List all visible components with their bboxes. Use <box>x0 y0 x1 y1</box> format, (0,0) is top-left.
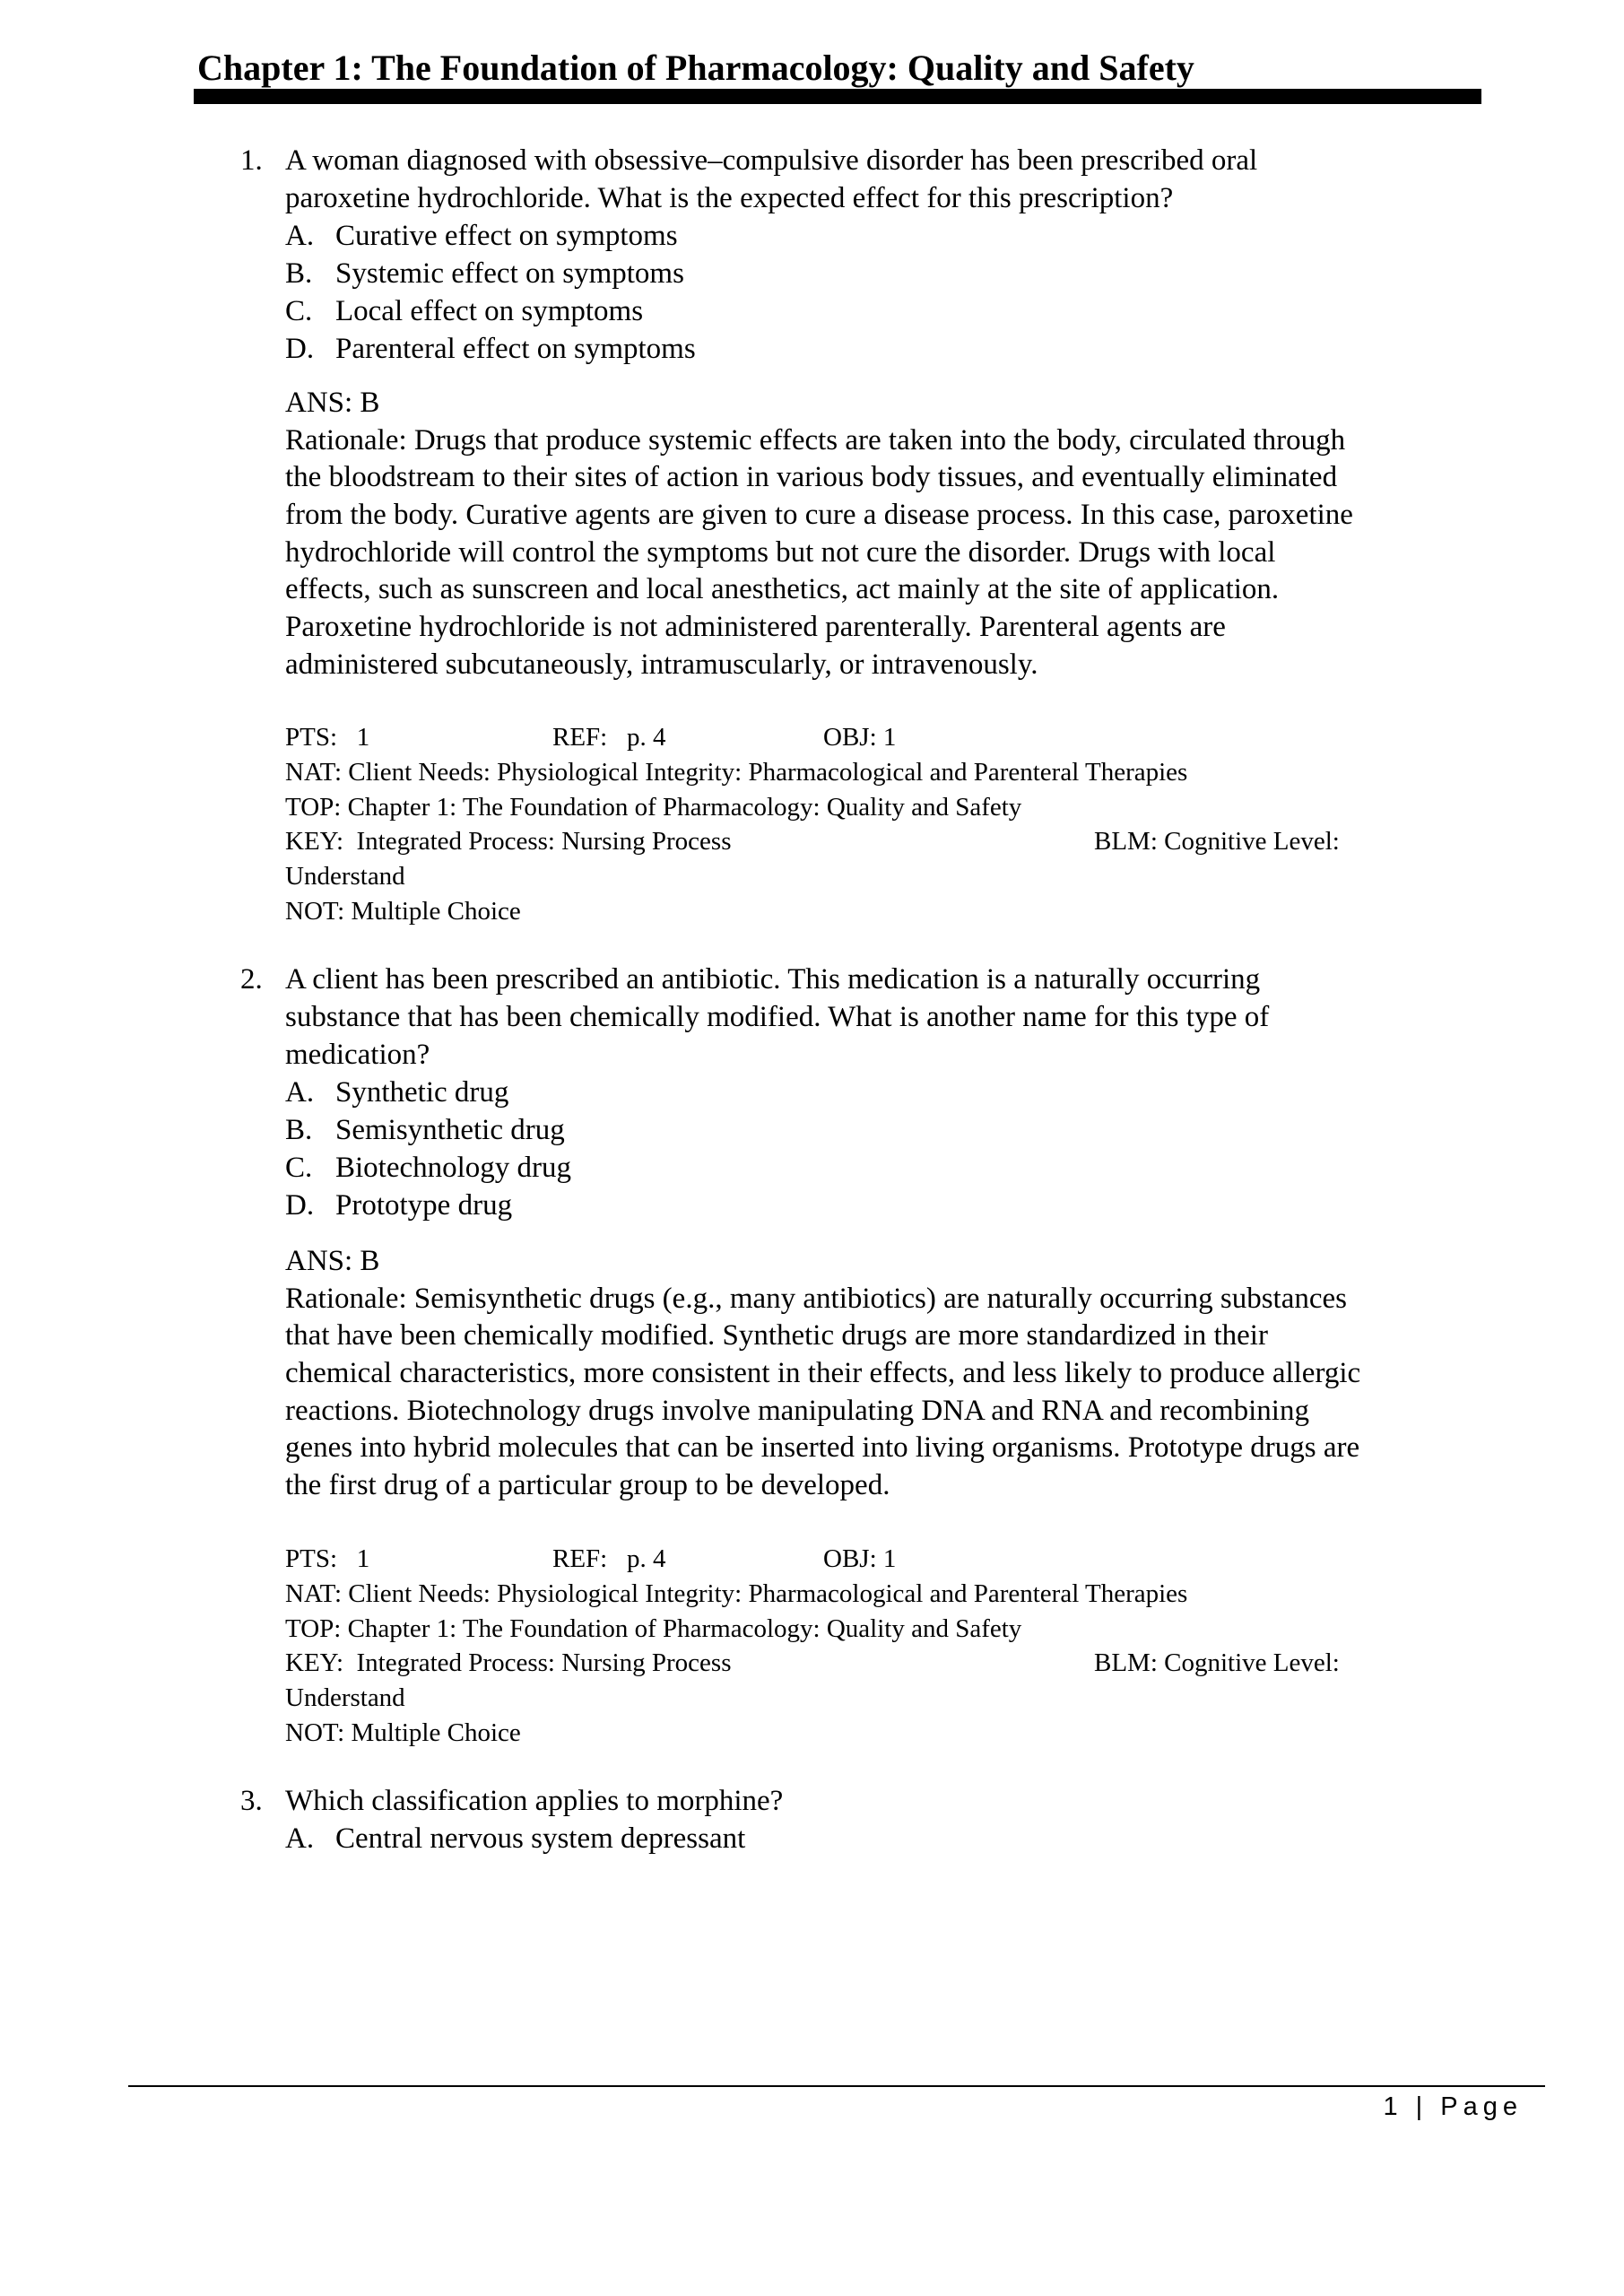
rationale-line: the bloodstream to their sites of action in various body tissues, and eventually eliminated <box>285 461 1338 494</box>
question-number: 1. <box>240 144 263 177</box>
question-stem-text: paroxetine hydrochloride. What is the expected effect for this prescription? <box>285 182 1174 214</box>
option-letter: A. <box>285 220 315 252</box>
question-stem-line <box>240 961 1496 998</box>
question-metadata-1 <box>285 720 1541 929</box>
meta-top: TOP: Chapter 1: The Foundation of Pharmacology: Quality and Safety <box>285 1613 1022 1643</box>
meta-row-key-blm <box>285 1646 1541 1681</box>
answer-option-b <box>240 1111 1496 1149</box>
answer-option-d <box>240 1187 1496 1224</box>
meta-row-pts-ref-obj <box>285 720 1541 755</box>
rationale-line: administered subcutaneously, intramuscularly, or intravenously. <box>285 648 1038 681</box>
meta-blm: BLM: Cognitive Level: <box>1094 1648 1340 1678</box>
question-stem-text: A woman diagnosed with obsessive–compulsive disorder has been prescribed oral <box>285 144 1258 177</box>
option-letter: D. <box>285 333 315 365</box>
question-stem-line <box>240 1782 1496 1820</box>
question-stem-text: Which classification applies to morphine? <box>285 1785 784 1817</box>
question-stem-line <box>240 142 1496 179</box>
option-text: Prototype drug <box>335 1189 513 1222</box>
meta-blm: BLM: Cognitive Level: <box>1094 827 1340 857</box>
question-stem-text: substance that has been chemically modified. What is another name for this type of <box>285 1001 1270 1033</box>
answer-key: ANS: B <box>285 1245 380 1277</box>
meta-row-pts-ref-obj <box>285 1542 1541 1577</box>
meta-key: KEY: Integrated Process: Nursing Process <box>285 827 732 857</box>
question-2 <box>240 961 1496 1224</box>
answer-rationale-2 <box>285 1243 1360 1505</box>
meta-nat: NAT: Client Needs: Physiological Integrity: Pharmacological and Parenteral Therapies <box>285 757 1188 787</box>
option-letter: D. <box>285 1189 315 1222</box>
meta-obj: OBJ: 1 <box>823 1544 897 1573</box>
question-stem-text: A client has been prescribed an antibiotic. This medication is a naturally occurring <box>285 963 1261 996</box>
meta-pts: PTS: 1 <box>285 1544 370 1573</box>
option-text: Synthetic drug <box>335 1076 509 1109</box>
footer-rule <box>128 2085 1545 2087</box>
option-text: Parenteral effect on symptoms <box>335 333 696 365</box>
question-metadata-2 <box>285 1542 1541 1751</box>
rationale-line: chemical characteristics, more consistent in their effects, and less likely to produce allergic <box>285 1357 1361 1390</box>
meta-blm-continued: Understand <box>285 862 405 891</box>
question-number: 2. <box>240 963 263 996</box>
option-text: Systemic effect on symptoms <box>335 257 684 290</box>
question-3 <box>240 1782 1496 1857</box>
option-text: Semisynthetic drug <box>335 1114 565 1146</box>
page-number: 1 | Page <box>1383 2092 1523 2121</box>
meta-key: KEY: Integrated Process: Nursing Process <box>285 1648 732 1678</box>
question-stem-line <box>240 179 1496 217</box>
meta-obj: OBJ: 1 <box>823 723 897 752</box>
meta-pts: PTS: 1 <box>285 723 370 752</box>
answer-option-a <box>240 217 1496 255</box>
rationale-line: the first drug of a particular group to be developed. <box>285 1469 890 1502</box>
rationale-line: Rationale: Semisynthetic drugs (e.g., many antibiotics) are naturally occurring substances <box>285 1282 1348 1315</box>
rationale-line: effects, such as sunscreen and local anesthetics, act mainly at the site of application. <box>285 573 1280 606</box>
rationale-line: reactions. Biotechnology drugs involve manipulating DNA and RNA and recombining <box>285 1394 1309 1427</box>
option-text: Local effect on symptoms <box>335 295 644 327</box>
rationale-line: Paroxetine hydrochloride is not administered parenterally. Parenteral agents are <box>285 611 1226 644</box>
meta-not: NOT: Multiple Choice <box>285 896 521 926</box>
chapter-title: Chapter 1: The Foundation of Pharmacology: Quality and Safety <box>197 48 1194 88</box>
meta-ref: REF: p. 4 <box>552 723 666 752</box>
option-letter: B. <box>285 1114 313 1146</box>
option-letter: C. <box>285 1152 313 1184</box>
answer-rationale-1 <box>285 385 1353 684</box>
question-stem-line <box>240 998 1496 1036</box>
option-letter: A. <box>285 1822 315 1855</box>
answer-option-c <box>240 1149 1496 1187</box>
rationale-line: that have been chemically modified. Synthetic drugs are more standardized in their <box>285 1319 1268 1352</box>
question-1 <box>240 142 1496 368</box>
option-letter: B. <box>285 257 313 290</box>
option-text: Biotechnology drug <box>335 1152 572 1184</box>
question-stem-text: medication? <box>285 1039 430 1071</box>
title-rule <box>194 89 1481 104</box>
answer-option-a <box>240 1820 1496 1857</box>
rationale-line: genes into hybrid molecules that can be inserted into living organisms. Prototype drugs are <box>285 1431 1360 1465</box>
question-number: 3. <box>240 1785 263 1817</box>
option-text: Curative effect on symptoms <box>335 220 678 252</box>
meta-not: NOT: Multiple Choice <box>285 1718 521 1747</box>
rationale-line: from the body. Curative agents are given to cure a disease process. In this case, paroxetine <box>285 499 1353 532</box>
answer-option-a <box>240 1074 1496 1111</box>
meta-top: TOP: Chapter 1: The Foundation of Pharmacology: Quality and Safety <box>285 792 1022 822</box>
answer-key: ANS: B <box>285 387 380 419</box>
answer-option-b <box>240 255 1496 292</box>
question-stem-line <box>240 1036 1496 1074</box>
option-text: Central nervous system depressant <box>335 1822 746 1855</box>
meta-ref: REF: p. 4 <box>552 1544 666 1573</box>
rationale-line: Rationale: Drugs that produce systemic effects are taken into the body, circulated through <box>285 423 1346 457</box>
meta-row-key-blm <box>285 824 1541 859</box>
meta-nat: NAT: Client Needs: Physiological Integrity: Pharmacological and Parenteral Therapies <box>285 1578 1188 1608</box>
answer-option-d <box>240 330 1496 368</box>
option-letter: C. <box>285 295 313 327</box>
meta-blm-continued: Understand <box>285 1683 405 1713</box>
answer-option-c <box>240 292 1496 330</box>
option-letter: A. <box>285 1076 315 1109</box>
rationale-line: hydrochloride will control the symptoms but not cure the disorder. Drugs with local <box>285 535 1276 569</box>
